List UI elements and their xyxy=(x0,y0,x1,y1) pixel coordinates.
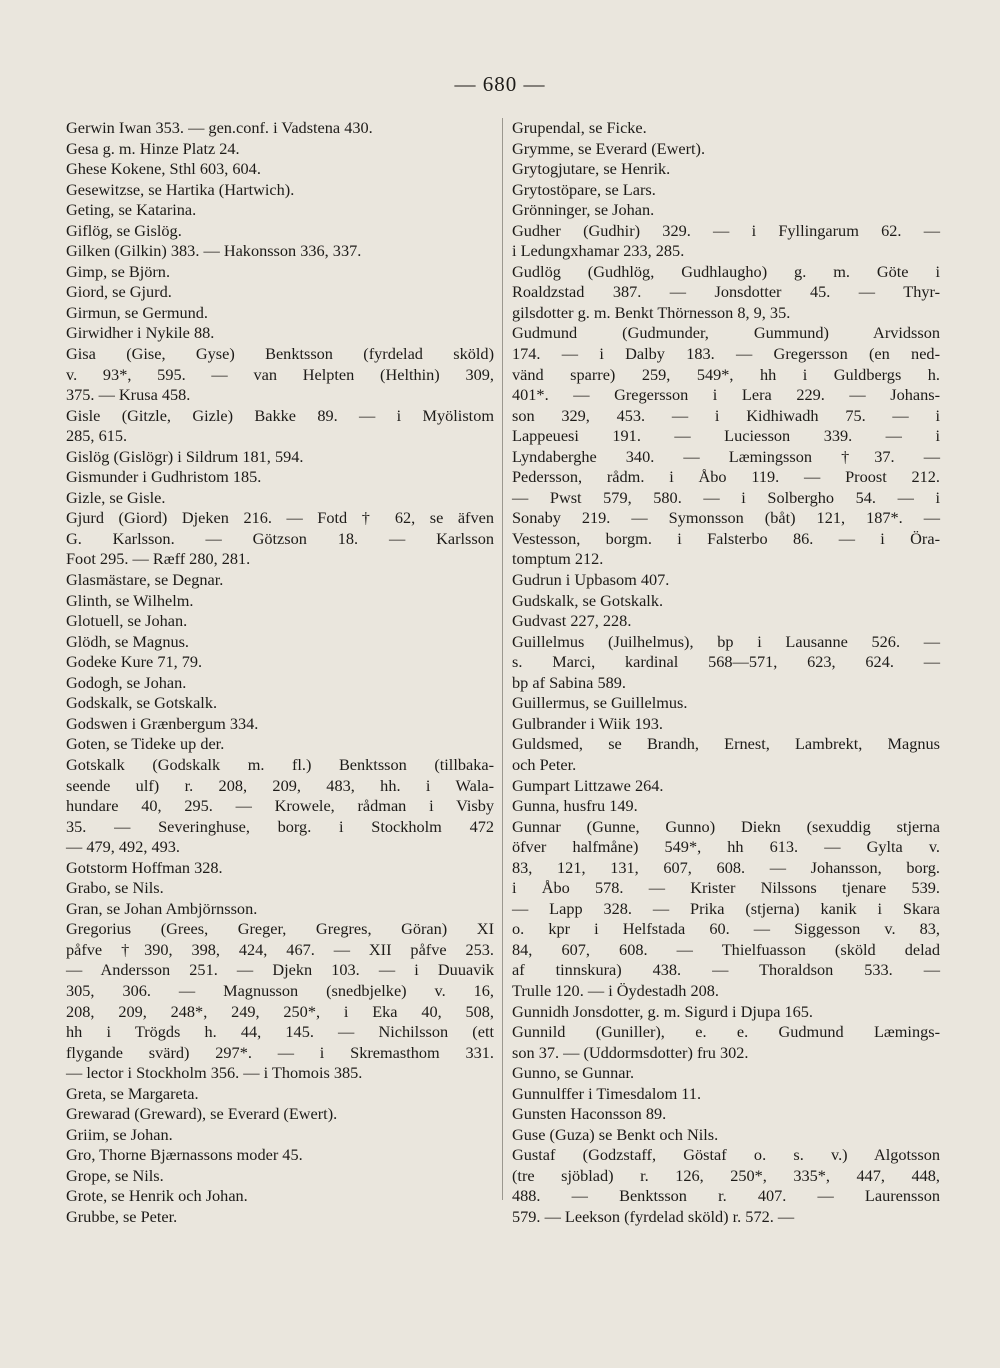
index-entry xyxy=(66,1084,494,1105)
index-entry xyxy=(512,1022,940,1063)
index-entry xyxy=(512,632,940,694)
index-entry xyxy=(512,221,940,262)
entry-line: Gustaf (Godzstaff, Göstaf o. s. v.) Algotsson xyxy=(512,1145,940,1165)
entry-line: Gjurd (Giord) Djeken 216. — Fotd † 62, se äfven xyxy=(66,508,494,528)
entry-line: Gotskalk (Godskalk m. fl.) Benktsson (tillbaka- xyxy=(66,754,494,774)
index-entry xyxy=(66,303,494,324)
entry-line: Grubbe, se Peter. xyxy=(66,1206,178,1226)
index-entry xyxy=(512,796,940,817)
entry-line: Gesa g. m. Hinze Platz 24. xyxy=(66,138,240,158)
entry-line: och Peter. xyxy=(512,754,577,774)
entry-line: vänd sparre) 259, 549*, hh i Guldbergs h. xyxy=(512,364,940,384)
index-entry xyxy=(512,734,940,775)
index-entry xyxy=(512,1145,940,1227)
entry-line: Gunnild (Guniller), e. e. Gudmund Læmings- xyxy=(512,1022,940,1042)
index-entry xyxy=(66,591,494,612)
entry-line: Grabo, se Nils. xyxy=(66,878,164,898)
entry-line: Gizle, se Gisle. xyxy=(66,487,166,507)
entry-line: Gislög (Gislögr) i Sildrum 181, 594. xyxy=(66,446,304,466)
index-entry xyxy=(66,447,494,468)
entry-line: 35. — Severinghuse, borg. i Stockholm 472 xyxy=(66,816,494,836)
index-entry xyxy=(66,323,494,344)
entry-line: Trulle 120. — i Öydestadh 208. xyxy=(512,980,719,1000)
index-entry xyxy=(66,241,494,262)
index-entry xyxy=(66,755,494,858)
entry-line: Giord, se Gjurd. xyxy=(66,282,172,302)
entry-line: Godswen i Grænbergum 334. xyxy=(66,713,259,733)
entry-line: — 479, 492, 493. xyxy=(66,837,180,857)
index-entry xyxy=(512,1084,940,1105)
index-entry xyxy=(512,1125,940,1146)
entry-line: 208, 209, 248*, 249, 250*, i Eka 40, 508, xyxy=(66,1001,494,1021)
index-entry xyxy=(66,632,494,653)
column-divider xyxy=(502,118,503,1200)
entry-line: 579. — Leekson (fyrdelad sköld) r. 572. — xyxy=(512,1206,795,1226)
index-column-left xyxy=(66,118,494,1228)
index-entry xyxy=(66,1104,494,1125)
entry-line: — Lapp 328. — Prika (stjerna) kanik i Skara xyxy=(512,898,940,918)
entry-line: hundare 40, 295. — Krowele, rådman i Visby xyxy=(66,796,494,816)
index-entry xyxy=(512,323,940,570)
entry-line: 401*. — Gregersson i Lera 229. — Johans- xyxy=(512,385,940,405)
entry-line: Guillelmus (Juilhelmus), bp i Lausanne 526. — xyxy=(512,631,940,651)
entry-line: Guldsmed, se Brandh, Ernest, Lambrekt, Magnus xyxy=(512,734,940,754)
entry-line: Grymme, se Everard (Ewert). xyxy=(512,138,706,158)
index-entry xyxy=(512,693,940,714)
entry-line: Gumpart Littzawe 264. xyxy=(512,775,664,795)
entry-line: 84, 607, 608. — Thielfuasson (sköld delad xyxy=(512,939,940,959)
entry-line: Geting, se Katarina. xyxy=(66,200,197,220)
index-entry xyxy=(66,734,494,755)
index-entry xyxy=(512,118,940,139)
index-entry xyxy=(66,919,494,1083)
entry-line: påfve †390, 398, 424, 467. — XII påfve 253. xyxy=(66,939,494,959)
index-entry xyxy=(66,344,494,406)
index-entry xyxy=(66,1207,494,1228)
entry-line: af tinnskura) 438. — Thoraldson 533. — xyxy=(512,960,940,980)
entry-line: 174. — i Dalby 183. — Gregersson (en ned- xyxy=(512,344,940,364)
entry-line: Vestesson, borgm. i Falsterbo 86. — i Öra- xyxy=(512,528,940,548)
entry-line: Gimp, se Björn. xyxy=(66,261,171,281)
entry-line: son 329, 453. — i Kidhiwadh 75. — i xyxy=(512,405,940,425)
entry-line: Giflög, se Gislög. xyxy=(66,220,182,240)
entry-line: Gudvast 227, 228. xyxy=(512,611,632,631)
entry-line: 305, 306. — Magnusson (snedbjelke) v. 16, xyxy=(66,980,494,1000)
index-entry xyxy=(512,776,940,797)
index-entry xyxy=(66,200,494,221)
entry-line: Girwidher i Nykile 88. xyxy=(66,323,215,343)
index-entry xyxy=(66,221,494,242)
entry-line: — Pwst 579, 580. — i Solbergho 54. — i xyxy=(512,487,940,507)
entry-line: Griim, se Johan. xyxy=(66,1124,173,1144)
entry-line: Gunna, husfru 149. xyxy=(512,796,638,816)
entry-line: Gudskalk, se Gotskalk. xyxy=(512,590,664,610)
entry-line: Girmun, se Germund. xyxy=(66,302,208,322)
entry-line: Sonaby 219. — Symonsson (båt) 121, 187*. — xyxy=(512,508,940,528)
entry-line: Gulbrander i Wiik 193. xyxy=(512,713,663,733)
index-entry xyxy=(512,180,940,201)
index-entry xyxy=(66,611,494,632)
entry-line: Gudher (Gudhir) 329. — i Fyllingarum 62. — xyxy=(512,220,940,240)
entry-line: seende ulf) r. 208, 209, 483, hh. i Wala- xyxy=(66,775,494,795)
entry-line: 83, 121, 131, 607, 608. — Johansson, borg. xyxy=(512,857,940,877)
entry-line: Gudmund (Gudmunder, Gummund) Arvidsson xyxy=(512,323,940,343)
entry-line: Gilken (Gilkin) 383. — Hakonsson 336, 337. xyxy=(66,241,362,261)
entry-line: 375. — Krusa 458. xyxy=(66,385,191,405)
entry-line: Foot 295. — Ræff 280, 281. xyxy=(66,549,251,569)
entry-line: Grupendal, se Ficke. xyxy=(512,118,647,137)
entry-line: Gunnulffer i Timesdalom 11. xyxy=(512,1083,702,1103)
index-entry xyxy=(66,1125,494,1146)
entry-line: Gunnidh Jonsdotter, g. m. Sigurd i Djupa 165. xyxy=(512,1001,813,1021)
index-entry xyxy=(66,118,494,139)
entry-line: gilsdotter g. m. Benkt Thörnesson 8, 9, 35. xyxy=(512,302,791,322)
entry-line: hh i Trögds h. 44, 145. — Nichilsson (ett xyxy=(66,1022,494,1042)
index-entry xyxy=(66,714,494,735)
entry-line: Guillermus, se Guillelmus. xyxy=(512,693,688,713)
index-entry xyxy=(66,406,494,447)
entry-line: Grope, se Nils. xyxy=(66,1165,164,1185)
index-entry xyxy=(66,508,494,570)
entry-line: Lyndaberghe 340. — Læmingsson †37. — xyxy=(512,446,940,466)
index-entry xyxy=(66,1186,494,1207)
index-entry xyxy=(66,180,494,201)
entry-line: Gesewitzse, se Hartika (Hartwich). xyxy=(66,179,295,199)
index-entry xyxy=(66,467,494,488)
entry-line: Grytostöpare, se Lars. xyxy=(512,179,656,199)
index-entry xyxy=(512,1104,940,1125)
index-entry xyxy=(66,262,494,283)
entry-line: Godskalk, se Gotskalk. xyxy=(66,693,218,713)
entry-line: Gunnar (Gunne, Gunno) Diekn (sexuddig stjerna xyxy=(512,816,940,836)
entry-line: Gotstorm Hoffman 328. xyxy=(66,857,223,877)
index-entry xyxy=(512,570,940,591)
index-column-right xyxy=(512,118,940,1228)
index-entry xyxy=(512,200,940,221)
page-number: — 680 — xyxy=(454,72,546,96)
entry-line: Gerwin Iwan 353. — gen.conf. i Vadstena 430. xyxy=(66,118,373,137)
entry-line: flygande svärd) 297*. — i Skremasthom 331. xyxy=(66,1042,494,1062)
entry-line: bp af Sabina 589. xyxy=(512,672,626,692)
entry-line: 488. — Benktsson r. 407. — Laurensson xyxy=(512,1186,940,1206)
entry-line: son 37. — (Uddormsdotter) fru 302. xyxy=(512,1042,749,1062)
entry-line: Grewarad (Greward), se Everard (Ewert). xyxy=(66,1104,338,1124)
entry-line: Gudrun i Upbasom 407. xyxy=(512,570,670,590)
entry-line: Gran, se Johan Ambjörnsson. xyxy=(66,898,258,918)
entry-line: Gudlög (Gudhlög, Gudhlaugho) g. m. Göte i xyxy=(512,261,940,281)
entry-line: — Andersson 251. — Djekn 103. — i Duuavik xyxy=(66,960,494,980)
entry-line: Gisle (Gitzle, Gizle) Bakke 89. — i Myölistom xyxy=(66,405,494,425)
entry-line: Roaldzstad 387. — Jonsdotter 45. — Thyr- xyxy=(512,282,940,302)
index-entry xyxy=(512,1063,940,1084)
index-entry xyxy=(66,899,494,920)
index-entry xyxy=(66,570,494,591)
entry-line: Godogh, se Johan. xyxy=(66,672,187,692)
entry-line: Glödh, se Magnus. xyxy=(66,631,190,651)
entry-line: Glotuell, se Johan. xyxy=(66,611,188,631)
index-entry xyxy=(66,693,494,714)
entry-line: v. 93*, 595. — van Helpten (Helthin) 309, xyxy=(66,364,494,384)
index-entry xyxy=(512,817,940,1002)
index-entry xyxy=(66,1145,494,1166)
index-entry xyxy=(512,591,940,612)
entry-line: Grytogjutare, se Henrik. xyxy=(512,159,671,179)
entry-line: Guse (Guza) se Benkt och Nils. xyxy=(512,1124,719,1144)
entry-line: (tre sjöblad) r. 126, 250*, 335*, 447, 448, xyxy=(512,1165,940,1185)
entry-line: Gro, Thorne Bjærnassons moder 45. xyxy=(66,1145,303,1165)
entry-line: Grönninger, se Johan. xyxy=(512,200,655,220)
index-entry xyxy=(66,652,494,673)
index-entry xyxy=(66,159,494,180)
index-entry xyxy=(66,488,494,509)
index-entry xyxy=(512,139,940,160)
entry-line: Gunno, se Gunnar. xyxy=(512,1063,635,1083)
index-entry xyxy=(66,878,494,899)
entry-line: i Ledungxhamar 233, 285. xyxy=(512,241,685,261)
entry-line: Goten, se Tideke up der. xyxy=(66,734,225,754)
entry-line: G. Karlsson. — Götzson 18. — Karlsson xyxy=(66,528,494,548)
entry-line: Godeke Kure 71, 79. xyxy=(66,652,203,672)
entry-line: o. kpr i Helfstada 60. — Siggesson v. 83, xyxy=(512,919,940,939)
index-entry xyxy=(512,611,940,632)
index-entry xyxy=(66,858,494,879)
entry-line: i Åbo 578. — Krister Nilssons tjenare 539. xyxy=(512,878,940,898)
entry-line: Gunsten Haconsson 89. xyxy=(512,1104,667,1124)
index-entry xyxy=(512,159,940,180)
entry-line: tomptum 212. xyxy=(512,549,604,569)
index-entry xyxy=(512,1002,940,1023)
entry-line: Ghese Kokene, Sthl 603, 604. xyxy=(66,159,261,179)
index-entry xyxy=(66,139,494,160)
index-entry xyxy=(66,1166,494,1187)
index-entry xyxy=(66,282,494,303)
index-entry xyxy=(512,262,940,324)
entry-line: 285, 615. xyxy=(66,426,128,446)
entry-line: Gismunder i Gudhristom 185. xyxy=(66,467,262,487)
entry-line: s. Marci, kardinal 568—571, 623, 624. — xyxy=(512,652,940,672)
entry-line: Lappeuesi 191. — Luciesson 339. — i xyxy=(512,426,940,446)
entry-line: Glasmästare, se Degnar. xyxy=(66,570,224,590)
entry-line: Gisa (Gise, Gyse) Benktsson (fyrdelad sköld) xyxy=(66,344,494,364)
index-entry xyxy=(512,714,940,735)
entry-line: — lector i Stockholm 356. — i Thomois 385. xyxy=(66,1063,363,1083)
entry-line: Grote, se Henrik och Johan. xyxy=(66,1186,248,1206)
entry-line: Glinth, se Wilhelm. xyxy=(66,590,194,610)
entry-line: Greta, se Margareta. xyxy=(66,1083,199,1103)
entry-line: öfver halfmåne) 549*, hh 613. — Gylta v. xyxy=(512,837,940,857)
entry-line: Pedersson, rådm. i Åbo 119. — Proost 212. xyxy=(512,467,940,487)
index-entry xyxy=(66,673,494,694)
entry-line: Gregorius (Grees, Greger, Gregres, Göran) XI xyxy=(66,919,494,939)
